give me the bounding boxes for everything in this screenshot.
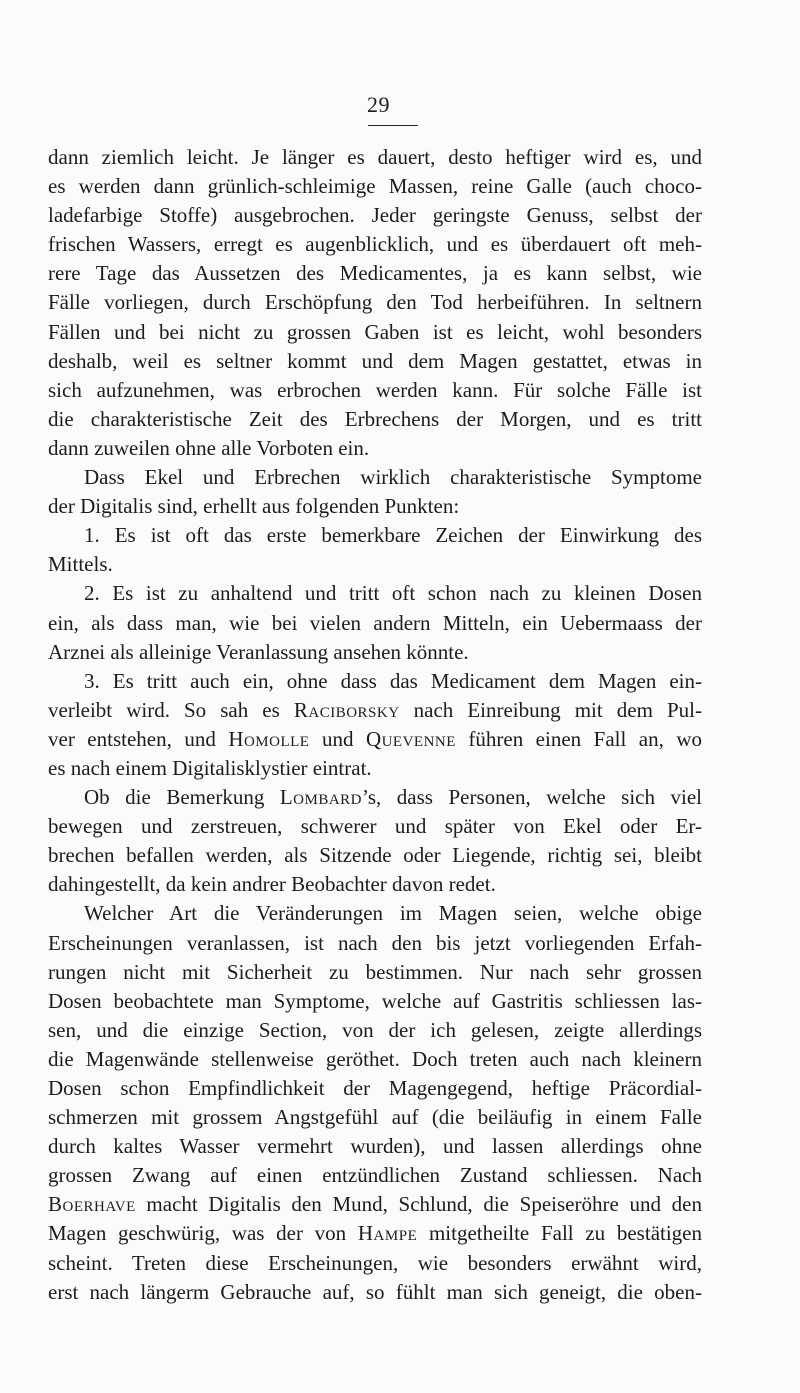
text-line: Dass Ekel und Erbrechen wirklich charakteristische Symptome	[84, 465, 702, 490]
text-line: es werden dann grünlich-schleimige Massen, reine Galle (auch choco-	[48, 174, 702, 199]
text-line: rungen nicht mit Sicherheit zu bestimmen. Nur nach sehr grossen	[48, 959, 702, 984]
text-line: Fälle vorliegen, durch Erschöpfung den Tod herbeiführen. In seltnern	[48, 290, 702, 315]
text-line: die Magenwände stellenweise geröthet. Doch treten auch nach kleinern	[48, 1046, 702, 1071]
text-line: sen, und die einzige Section, von der ich gelesen, zeigte allerdings	[48, 1017, 702, 1042]
text-line: bewegen und zerstreuen, schwerer und später von Ekel oder Er-	[48, 814, 702, 839]
text-line: Mittels.	[48, 552, 113, 577]
author-name: Homolle	[228, 726, 310, 751]
text-line: Ob die Bemerkung Lombard’s, dass Personen, welche sich viel	[84, 785, 702, 810]
text-line: brechen befallen werden, als Sitzende oder Liegende, richtig sei, bleibt	[48, 843, 702, 868]
text-line: Dosen schon Empfindlichkeit der Magengegend, heftige Präcordial-	[48, 1076, 702, 1100]
text-line: grossen Zwang auf einen entzündlichen Zustand schliessen. Nach	[48, 1163, 702, 1188]
text-line: schmerzen mit grossem Angstgefühl auf (die beiläufig in einem Falle	[48, 1105, 702, 1130]
text-line: Magen geschwürig, was der von Hampe mitgetheilte Fall zu bestätigen	[48, 1221, 702, 1246]
page-number-rule	[368, 125, 418, 126]
text-line: durch kaltes Wasser vermehrt wurden), und lassen allerdings ohne	[48, 1134, 702, 1159]
text-line: dann zuweilen ohne alle Vorboten ein.	[48, 435, 370, 460]
text-line: deshalb, weil es seltner kommt und dem Magen gestattet, etwas in	[48, 348, 702, 373]
author-name: Lombard	[279, 785, 363, 810]
author-name: Hampe	[357, 1221, 418, 1246]
body-text	[48, 143, 702, 1307]
text-line: dahingestellt, da kein andrer Beobachter davon redet.	[48, 872, 496, 897]
text-line: scheint. Treten diese Erscheinungen, wie besonders erwähnt wird,	[48, 1250, 702, 1275]
text-line: Welcher Art die Veränderungen im Magen seien, welche obige	[84, 901, 702, 926]
text-line: dann ziemlich leicht. Je länger es dauert, desto heftiger wird es, und	[48, 145, 702, 169]
page-number: 29	[367, 92, 390, 117]
text-line: 2. Es ist zu anhaltend und tritt oft schon nach zu kleinen Dosen	[84, 581, 702, 606]
text-line: Erscheinungen veranlassen, ist nach den bis jetzt vorliegenden Erfah-	[48, 930, 702, 955]
author-name: Raciborsky	[293, 697, 400, 722]
text-line: ver entstehen, und Homolle und Quevenne führen einen Fall an, wo	[48, 726, 702, 751]
text-line: ladefarbige Stoffe) ausgebrochen. Jeder geringste Genuss, selbst der	[48, 203, 702, 228]
text-line: rere Tage das Aussetzen des Medicamentes, ja es kann selbst, wie	[48, 261, 702, 286]
text-line: Dosen beobachtete man Symptome, welche auf Gastritis schliessen las-	[48, 988, 702, 1013]
author-name: Boerhave	[48, 1192, 136, 1217]
text-line: Fällen und bei nicht zu grossen Gaben ist es leicht, wohl besonders	[48, 319, 702, 344]
text-line: 3. Es tritt auch ein, ohne dass das Medicament dem Magen ein-	[84, 668, 702, 693]
text-line: verleibt wird. So sah es Raciborsky nach Einreibung mit dem Pul-	[48, 697, 702, 722]
text-line: ein, als dass man, wie bei vielen andern Mitteln, ein Uebermaass der	[48, 610, 702, 635]
text-line: 1. Es ist oft das erste bemerkbare Zeichen der Einwirkung des	[84, 523, 702, 548]
text-line: erst nach längerm Gebrauche auf, so fühlt man sich geneigt, die oben-	[48, 1279, 702, 1304]
author-name: Quevenne	[365, 726, 456, 751]
text-line: frischen Wassers, erregt es augenblicklich, und es überdauert oft meh-	[48, 232, 702, 257]
text-line: die charakteristische Zeit des Erbrechens der Morgen, und es tritt	[48, 406, 702, 431]
text-line: Boerhave macht Digitalis den Mund, Schlund, die Speiseröhre und den	[48, 1192, 702, 1217]
text-line: es nach einem Digitalisklystier eintrat.	[48, 755, 372, 780]
text-line: der Digitalis sind, erhellt aus folgenden Punkten:	[48, 494, 460, 519]
text-line: Arznei als alleinige Veranlassung ansehen könnte.	[48, 639, 469, 664]
text-line: sich aufzunehmen, was erbrochen werden kann. Für solche Fälle ist	[48, 377, 702, 402]
